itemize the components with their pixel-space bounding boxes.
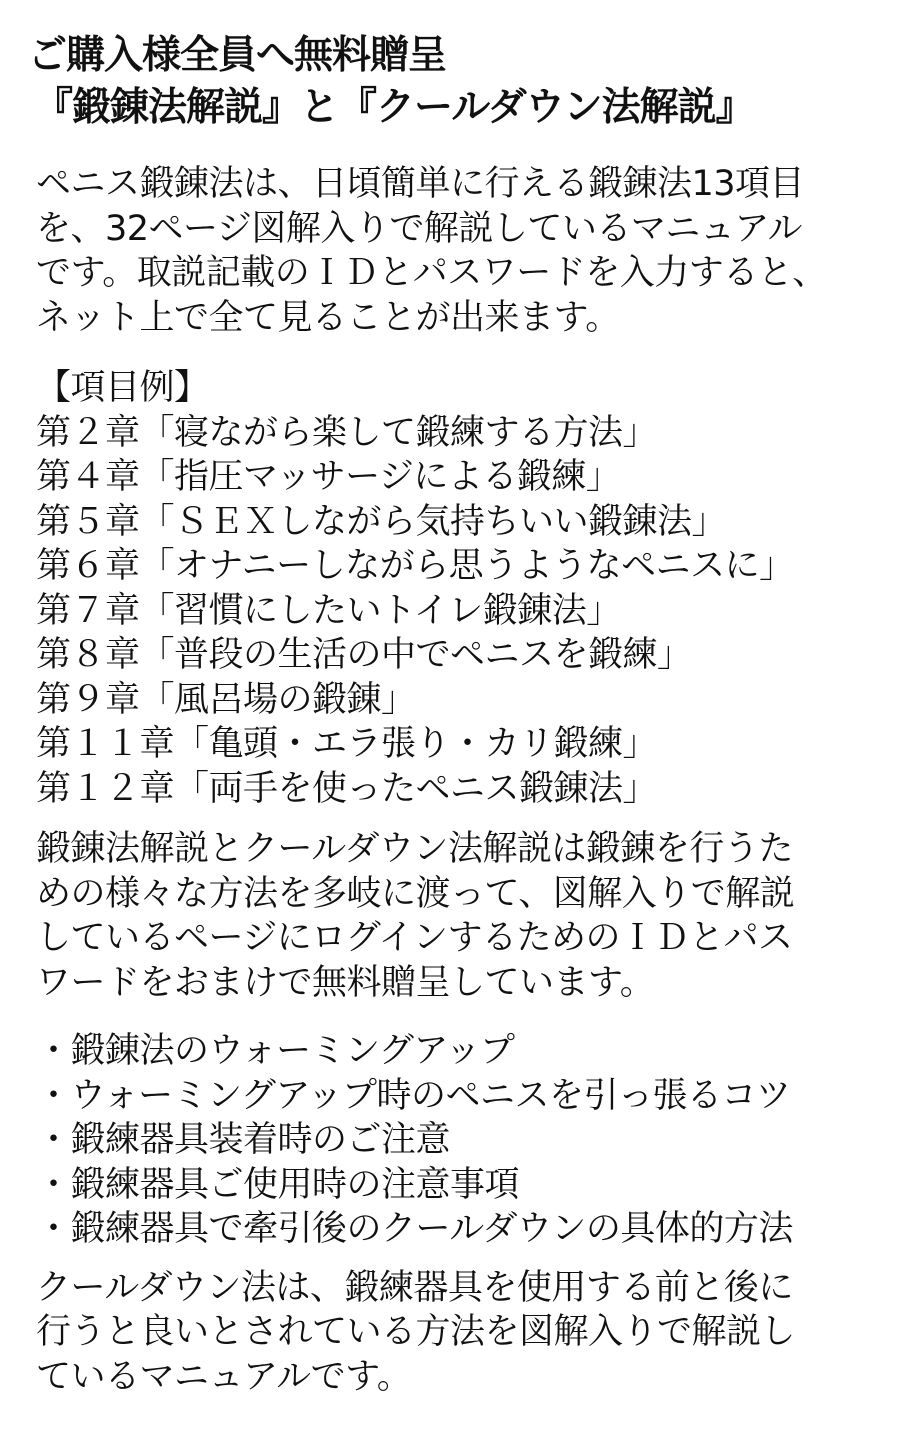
bullet-list xyxy=(28,1029,872,1252)
chapter-examples xyxy=(28,366,872,811)
closing-line: 行うと良いとされている方法を図解入りで解説し xyxy=(36,1312,796,1352)
bullet-item: ・鍛練器具で牽引後のクールダウンの具体的方法 xyxy=(36,1209,793,1249)
chapter-item: 第７章「習慣にしたいトイレ鍛錬法」 xyxy=(36,590,621,631)
bullet-item: ・ウォーミングアップ時のペニスを引っ張るコツ xyxy=(36,1075,791,1116)
intro-paragraph xyxy=(28,162,872,340)
description-line: ワードをおまけで無料贈呈しています。 xyxy=(36,962,655,1003)
chapter-item: 第１２章「両手を使ったペニス鍛錬法」 xyxy=(36,768,658,809)
page-title xyxy=(28,30,872,134)
chapter-item: 第４章「指圧マッサージによる鍛練」 xyxy=(36,457,621,497)
bullet-item: ・鍛練器具ご使用時の注意事項 xyxy=(36,1164,520,1205)
description-line: 鍛錬法解説とクールダウン法解説は鍛錬を行うた xyxy=(36,829,793,869)
description-line: しているページにログインするためのＩＤとパス xyxy=(36,918,793,958)
chapter-item: 第２章「寝ながら楽して鍛練する方法」 xyxy=(36,412,658,453)
chapter-item: 第１１章「亀頭・エラ張り・カリ鍛練」 xyxy=(36,724,658,764)
title-line-1: ご購入様全員へ無料贈呈 xyxy=(28,33,447,78)
intro-line: ネット上で全て見ることが出来ます。 xyxy=(36,297,620,338)
intro-line: を、32ページ図解入りで解説しているマニュアル xyxy=(36,208,802,249)
bullet-item: ・鍛錬法のウォーミングアップ xyxy=(36,1031,515,1071)
intro-line: です。取説記載のＩＤとパスワードを入力すると、 xyxy=(36,253,827,293)
closing-line: ているマニュアルです。 xyxy=(36,1356,412,1397)
closing-line: クールダウン法は、鍛練器具を使用する前と後に xyxy=(36,1267,793,1308)
title-line-2: 『鍛錬法解説』と『クールダウン法解説』 xyxy=(34,85,754,130)
bullet-item: ・鍛練器具装着時のご注意 xyxy=(36,1120,451,1160)
chapter-list xyxy=(36,411,872,812)
chapter-item: 第６章「オナニーしながら思うようなペニスに」 xyxy=(36,546,794,586)
description-line: めの様々な方法を多岐に渡って、図解入りで解説 xyxy=(36,873,795,914)
intro-line: ペニス鍛錬法は、日頃簡単に行える鍛錬法13項目 xyxy=(36,164,805,204)
chapter-item: 第９章「風呂場の鍛錬」 xyxy=(36,679,416,720)
closing-paragraph xyxy=(28,1266,872,1400)
chapter-item: 第５章「ＳＥＸしながら気持ちいい鍛錬法」 xyxy=(36,501,727,542)
description-paragraph xyxy=(28,827,872,1005)
chapter-item: 第８章「普段の生活の中でペニスを鍛練」 xyxy=(36,635,692,675)
examples-heading: 【項目例】 xyxy=(36,368,209,408)
